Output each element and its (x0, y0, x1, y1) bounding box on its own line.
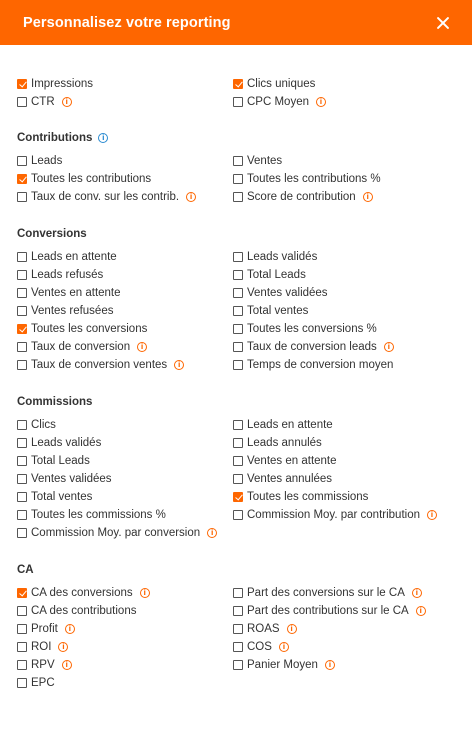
option-ventes-validees[interactable] (233, 286, 328, 300)
checkbox[interactable] (233, 252, 243, 262)
checkbox[interactable] (17, 174, 27, 184)
option-label: Taux de conversion ventes (31, 359, 168, 371)
option-impressions[interactable] (17, 77, 93, 91)
option-label: Total ventes (31, 491, 93, 503)
option-label: Commission Moy. par conversion (31, 527, 201, 539)
option-label: ROI (31, 641, 52, 653)
option-label: Clics (31, 419, 56, 431)
section-title (17, 563, 34, 577)
option-toutes-les-commissions-pct[interactable] (17, 508, 166, 522)
option-label: Leads validés (31, 437, 102, 449)
modal-title: Personnalisez votre reporting (23, 14, 231, 31)
option-clics-uniques[interactable] (233, 77, 315, 91)
option-leads-annules[interactable] (233, 436, 322, 450)
option-label: Toutes les contributions (31, 173, 152, 185)
option-ca-des-conversions[interactable] (17, 586, 150, 600)
option-taux-de-conv-sur-les-contrib[interactable] (17, 190, 196, 204)
checkbox[interactable] (17, 79, 27, 89)
checkbox[interactable] (17, 420, 27, 430)
option-label: ROAS (247, 623, 280, 635)
info-icon[interactable]: i (325, 660, 335, 670)
option-toutes-les-conversions[interactable] (17, 322, 147, 336)
checkbox[interactable] (233, 306, 243, 316)
option-leads-refuses[interactable] (17, 268, 103, 282)
option-label: Ventes en attente (31, 287, 121, 299)
option-total-leads[interactable] (17, 454, 90, 468)
option-label: Toutes les conversions (31, 323, 148, 335)
option-cos[interactable] (233, 640, 289, 654)
info-icon[interactable]: i (384, 342, 394, 352)
option-ventes-en-attente[interactable] (233, 454, 337, 468)
option-label: Taux de conv. sur les contrib. (31, 191, 180, 203)
option-label: Taux de conversion leads (247, 341, 377, 353)
option-ventes[interactable] (233, 154, 282, 168)
option-label: Toutes les commissions (247, 491, 369, 503)
info-icon[interactable]: i (58, 642, 68, 652)
option-commission-moy-par-contribution[interactable] (233, 508, 437, 522)
option-label: Total Leads (31, 455, 90, 467)
checkbox[interactable] (17, 606, 27, 616)
option-toutes-les-commissions[interactable] (233, 490, 368, 504)
info-icon[interactable]: i (140, 588, 150, 598)
checkbox[interactable] (233, 474, 243, 484)
option-label: Temps de conversion moyen (247, 359, 394, 371)
section-title (17, 395, 92, 409)
option-ventes-annulees[interactable] (233, 472, 332, 486)
checkbox[interactable] (233, 492, 243, 502)
option-leads-en-attente[interactable] (17, 250, 117, 264)
checkbox[interactable] (17, 252, 27, 262)
checkbox[interactable] (17, 642, 27, 652)
option-taux-de-conversion-ventes[interactable] (17, 358, 184, 372)
checkbox[interactable] (233, 342, 243, 352)
info-icon[interactable]: i (427, 510, 437, 520)
option-taux-de-conversion[interactable] (17, 340, 147, 354)
option-label: Part des contributions sur le CA (247, 605, 409, 617)
info-icon[interactable]: i (174, 360, 184, 370)
option-total-ventes[interactable] (233, 304, 308, 318)
option-label: Panier Moyen (247, 659, 318, 671)
option-roi[interactable] (17, 640, 68, 654)
section-title (17, 131, 108, 145)
checkbox[interactable] (17, 474, 27, 484)
option-label: Ventes (247, 155, 283, 167)
info-icon[interactable]: i (363, 192, 373, 202)
checkbox[interactable] (233, 456, 243, 466)
checkbox[interactable] (17, 306, 27, 316)
section-title-text: Commissions (17, 396, 93, 408)
checkbox[interactable] (17, 270, 27, 280)
option-label: Commission Moy. par contribution (247, 509, 420, 521)
option-label: Leads refusés (31, 269, 104, 281)
option-label: COS (247, 641, 272, 653)
option-label: Leads annulés (247, 437, 322, 449)
checkbox[interactable] (233, 660, 243, 670)
option-total-ventes[interactable] (17, 490, 92, 504)
modal-header (0, 0, 472, 45)
section-title-text: Conversions (17, 228, 87, 240)
option-label: Toutes les contributions % (247, 173, 381, 185)
option-label: Part des conversions sur le CA (247, 587, 405, 599)
option-label: CA des contributions (31, 605, 137, 617)
option-label: Taux de conversion (31, 341, 131, 353)
checkbox[interactable] (233, 420, 243, 430)
checkbox[interactable] (233, 438, 243, 448)
option-label: Impressions (31, 78, 93, 90)
section-title-text: Contributions (17, 132, 93, 144)
info-icon[interactable]: i (287, 624, 297, 634)
checkbox[interactable] (233, 174, 243, 184)
checkbox[interactable] (233, 642, 243, 652)
option-label: Ventes en attente (247, 455, 337, 467)
checkbox[interactable] (17, 510, 27, 520)
option-label: CPC Moyen (247, 96, 309, 108)
option-label: Ventes annulées (247, 473, 333, 485)
option-label: CTR (31, 96, 55, 108)
checkbox[interactable] (17, 588, 27, 598)
option-toutes-les-contributions[interactable] (17, 172, 151, 186)
option-score-de-contribution[interactable] (233, 190, 373, 204)
checkbox[interactable] (233, 192, 243, 202)
option-label: Toutes les conversions % (247, 323, 377, 335)
info-icon[interactable]: i (416, 606, 426, 616)
info-icon[interactable]: i (207, 528, 217, 538)
option-part-des-contributions-sur-le-ca[interactable] (233, 604, 426, 618)
option-label: Ventes refusées (31, 305, 114, 317)
option-leads-valides[interactable] (233, 250, 317, 264)
checkbox[interactable] (17, 624, 27, 634)
option-label: Ventes validées (31, 473, 112, 485)
checkbox[interactable] (17, 324, 27, 334)
option-leads-valides[interactable] (17, 436, 101, 450)
section-title (17, 227, 87, 241)
checkbox[interactable] (17, 360, 27, 370)
checkbox[interactable] (17, 192, 27, 202)
option-label: Score de contribution (247, 191, 356, 203)
option-clics[interactable] (17, 418, 56, 432)
option-label: Ventes validées (247, 287, 328, 299)
info-icon[interactable]: i (98, 133, 108, 143)
checkbox[interactable] (233, 588, 243, 598)
option-label: Leads en attente (31, 251, 117, 263)
info-icon[interactable]: i (316, 97, 326, 107)
close-icon[interactable] (436, 16, 450, 30)
option-label: RPV (31, 659, 55, 671)
checkbox[interactable] (17, 492, 27, 502)
checkbox[interactable] (17, 342, 27, 352)
option-roas[interactable] (233, 622, 297, 636)
option-ventes-refusees[interactable] (17, 304, 113, 318)
option-label: EPC (31, 677, 55, 689)
option-label: CA des conversions (31, 587, 133, 599)
checkbox[interactable] (233, 360, 243, 370)
checkbox[interactable] (17, 97, 27, 107)
option-taux-de-conversion-leads[interactable] (233, 340, 394, 354)
option-label: Total ventes (247, 305, 309, 317)
option-label: Leads (31, 155, 63, 167)
info-icon[interactable]: i (137, 342, 147, 352)
checkbox[interactable] (233, 270, 243, 280)
option-profit[interactable] (17, 622, 75, 636)
info-icon[interactable]: i (62, 97, 72, 107)
checkbox[interactable] (17, 456, 27, 466)
option-commission-moy-par-conversion[interactable] (17, 526, 217, 540)
section-title-text: CA (17, 564, 34, 576)
option-total-leads[interactable] (233, 268, 306, 282)
checkbox[interactable] (233, 624, 243, 634)
option-epc[interactable] (17, 676, 55, 690)
checkbox[interactable] (233, 97, 243, 107)
checkbox[interactable] (17, 288, 27, 298)
option-label: Clics uniques (247, 78, 316, 90)
option-ventes-validees[interactable] (17, 472, 112, 486)
option-ventes-en-attente[interactable] (17, 286, 121, 300)
option-label: Toutes les commissions % (31, 509, 166, 521)
option-part-des-conversions-sur-le-ca[interactable] (233, 586, 422, 600)
checkbox[interactable] (17, 438, 27, 448)
checkbox[interactable] (233, 288, 243, 298)
option-toutes-les-conversions-pct[interactable] (233, 322, 377, 336)
info-icon[interactable]: i (62, 660, 72, 670)
checkbox[interactable] (17, 678, 27, 688)
info-icon[interactable]: i (412, 588, 422, 598)
option-label: Total Leads (247, 269, 306, 281)
info-icon[interactable]: i (279, 642, 289, 652)
option-ca-des-contributions[interactable] (17, 604, 136, 618)
info-icon[interactable]: i (186, 192, 196, 202)
option-rpv[interactable] (17, 658, 72, 672)
checkbox[interactable] (233, 79, 243, 89)
option-ctr[interactable] (17, 95, 72, 109)
option-label: Profit (31, 623, 58, 635)
option-cpc-moyen[interactable] (233, 95, 326, 109)
checkbox[interactable] (233, 156, 243, 166)
option-label: Leads validés (247, 251, 318, 263)
checkbox[interactable] (17, 660, 27, 670)
option-toutes-les-contributions-pct[interactable] (233, 172, 381, 186)
option-leads-en-attente[interactable] (233, 418, 333, 432)
option-label: Leads en attente (247, 419, 333, 431)
option-temps-de-conversion-moyen[interactable] (233, 358, 393, 372)
option-leads[interactable] (17, 154, 62, 168)
checkbox[interactable] (233, 510, 243, 520)
info-icon[interactable]: i (65, 624, 75, 634)
checkbox[interactable] (233, 324, 243, 334)
checkbox[interactable] (17, 156, 27, 166)
checkbox[interactable] (17, 528, 27, 538)
option-panier-moyen[interactable] (233, 658, 335, 672)
checkbox[interactable] (233, 606, 243, 616)
